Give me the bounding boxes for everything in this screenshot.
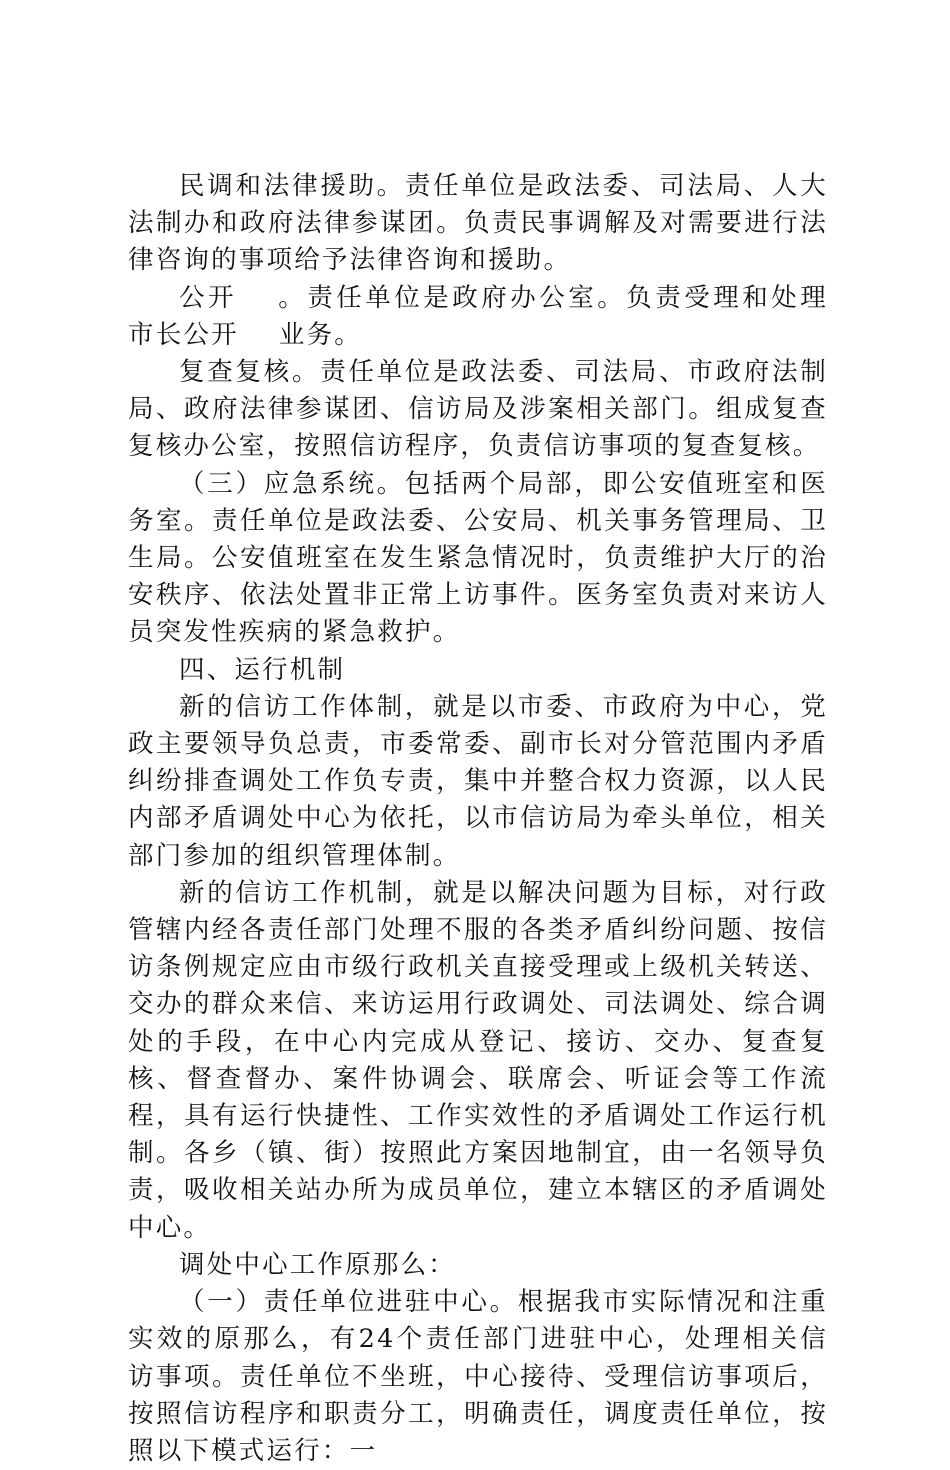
document-body bbox=[128, 168, 828, 1470]
public-part-1: 公开 bbox=[179, 282, 237, 313]
paragraph-legal-aid: 民调和法律援助。责任单位是政法委、司法局、人大法制办和政府法律参谋团。负责民事调解及对需要进行法律咨询的事项给予法律咨询和援助。 bbox=[128, 171, 828, 276]
public-part-3: 业务。 bbox=[278, 319, 362, 350]
section-heading-operation: 四、运行机制 bbox=[179, 654, 346, 685]
paragraph-mechanism: 新的信访工作机制，就是以解决问题为目标，对行政管辖内经各责任部门处理不服的各类矛盾纠纷问题、按信访条例规定应由市级行政机关直接受理或上级机关转送、交办的群众来信、来访运用行政调处、司法调处、综合调处的手段，在中心内完成从登记、接访、交办、复查复核、督查督办、案件协调会、联席会、听证会等工作流程，具有运行快捷性、工作实效性的矛盾调处工作运行机制。各乡（镇、街）按照此方案因地制宜，由一名领导负责，吸收相关站办所为成员单位，建立本辖区的矛盾调处中心。 bbox=[128, 877, 828, 1243]
paragraph-principle-one: （一）责任单位进驻中心。根据我市实际情况和注重实效的原那么，有24个责任部门进驻中心，处理相关信访事项。责任单位不坐班，中心接待、受理信访事项后，按照信访程序和职责分工，明确责任，调度责任单位，按照以下模式运行：一 bbox=[128, 1287, 828, 1466]
paragraph-system: 新的信访工作体制，就是以市委、市政府为中心，党政主要领导负总责，市委常委、副市长对分管范围内矛盾纠纷排查调处工作负专责，集中并整合权力资源，以人民内部矛盾调处中心为依托，以市信访局为牵头单位，相关部门参加的组织管理体制。 bbox=[128, 691, 828, 871]
paragraph-public-hotline bbox=[128, 280, 828, 354]
paragraph-principles-heading: 调处中心工作原那么： bbox=[179, 1249, 457, 1280]
public-part-2: 。责任单位是政府办公室。负责受理和处理市长公开 bbox=[128, 282, 828, 350]
paragraph-review: 复查复核。责任单位是政法委、司法局、市政府法制局、政府法律参谋团、信访局及涉案相关部门。组成复查复核办公室，按照信访程序，负责信访事项的复查复核。 bbox=[128, 357, 828, 462]
paragraph-emergency-system: （三）应急系统。包括两个局部，即公安值班室和医务室。责任单位是政法委、公安局、机关事务管理局、卫生局。公安值班室在发生紧急情况时，负责维护大厅的治安秩序、依法处置非正常上访事件。医务室负责对来访人员突发性疾病的紧急救护。 bbox=[128, 468, 828, 648]
